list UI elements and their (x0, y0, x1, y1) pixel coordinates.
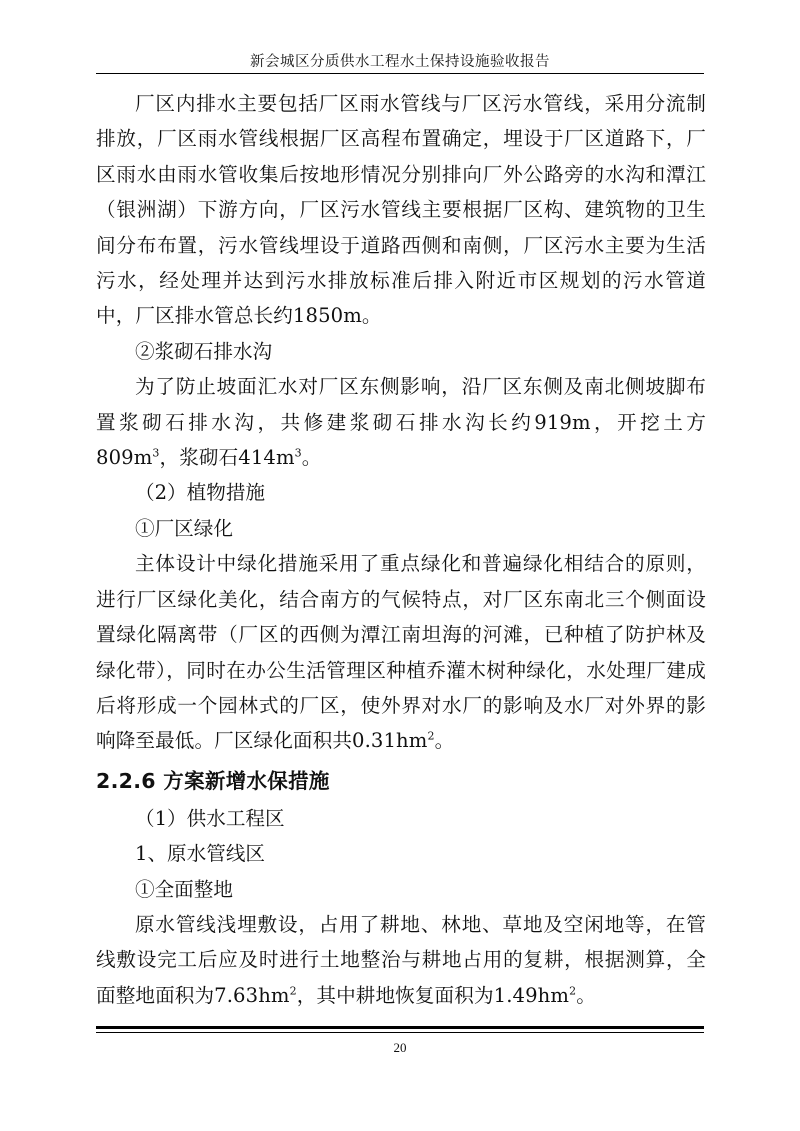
paragraph-greening (96, 546, 706, 758)
text-span: 。 (434, 729, 455, 753)
header-rule (96, 73, 704, 74)
text-span: 原水管线浅埋敷设，占用了耕地、林地、草地及空闲地等，在管线敷设完工后应及时进行土地整治与耕地占用的复耕，根据测算，全面整地面积为7.63hm (96, 912, 706, 1007)
superscript: 2 (569, 984, 577, 998)
page-number: 20 (393, 1040, 407, 1055)
paragraph-drainage: 厂区内排水主要包括厂区雨水管线与厂区污水管线，采用分流制排放，厂区雨水管线根据厂区高程布置确定，埋设于厂区道路下，厂区雨水由雨水管收集后按地形情况分别排向厂外公路旁的水沟和潭江（银洲湖）下游方向，厂区污水管线主要根据厂区构、建筑物的卫生间分布布置，污水管线埋设于道路西侧和南侧，厂区污水主要为生活污水，经处理并达到污水排放标准后排入附近市区规划的污水管道中，厂区排水管总长约1850m。 (96, 92, 706, 328)
text-span: 主体设计中绿化措施采用了重点绿化和普遍绿化相结合的原则，进行厂区绿化美化，结合南方的气候特点，对厂区东南北三个侧面设置绿化隔离带（厂区的西侧为潭江南坦海的河滩，已种植了防护林及绿化带），同时在办公生活管理区种植乔灌木树种绿化，水处理厂建成后将形成一个园林式的厂区，使外界对水厂的影响及水厂对外界的影响降至最低。厂区绿化面积共0.31hm (96, 552, 706, 753)
superscript: 3 (152, 446, 160, 460)
item-supply-area: （1）供水工程区 (135, 806, 285, 830)
text-span: 为了防止坡面汇水对厂区东侧影响，沿厂区东侧及南北侧坡脚布置浆砌石排水沟，共修建浆砌石排水沟长约919m，开挖土方809m (96, 375, 706, 470)
superscript: 2 (289, 984, 297, 998)
paragraph-slurry-ditch (96, 369, 706, 475)
page-content (96, 86, 706, 1013)
text-span: ，浆砌石414m (159, 446, 295, 470)
superscript: 2 (427, 729, 435, 743)
text-span: ，其中耕地恢复面积为1.49hm (296, 983, 570, 1007)
section-heading: 2.2.6 方案新增水保措施 (96, 768, 330, 793)
item-greening: ①厂区绿化 (135, 516, 233, 540)
footer-rule-thick (96, 1026, 704, 1029)
item-raw-pipeline: 1、原水管线区 (135, 842, 266, 866)
superscript: 3 (294, 446, 302, 460)
text-span: 。 (576, 983, 596, 1007)
item-slurry-ditch: ②浆砌石排水沟 (135, 339, 273, 363)
footer-rule-thin (96, 1032, 704, 1033)
item-plant-measures: （2）植物措施 (135, 481, 266, 505)
item-leveling: ①全面整地 (135, 877, 233, 901)
text-span: 。 (301, 446, 322, 470)
paragraph-leveling (96, 907, 706, 1013)
page-header: 新会城区分质供水工程水土保持设施验收报告 (250, 54, 550, 70)
